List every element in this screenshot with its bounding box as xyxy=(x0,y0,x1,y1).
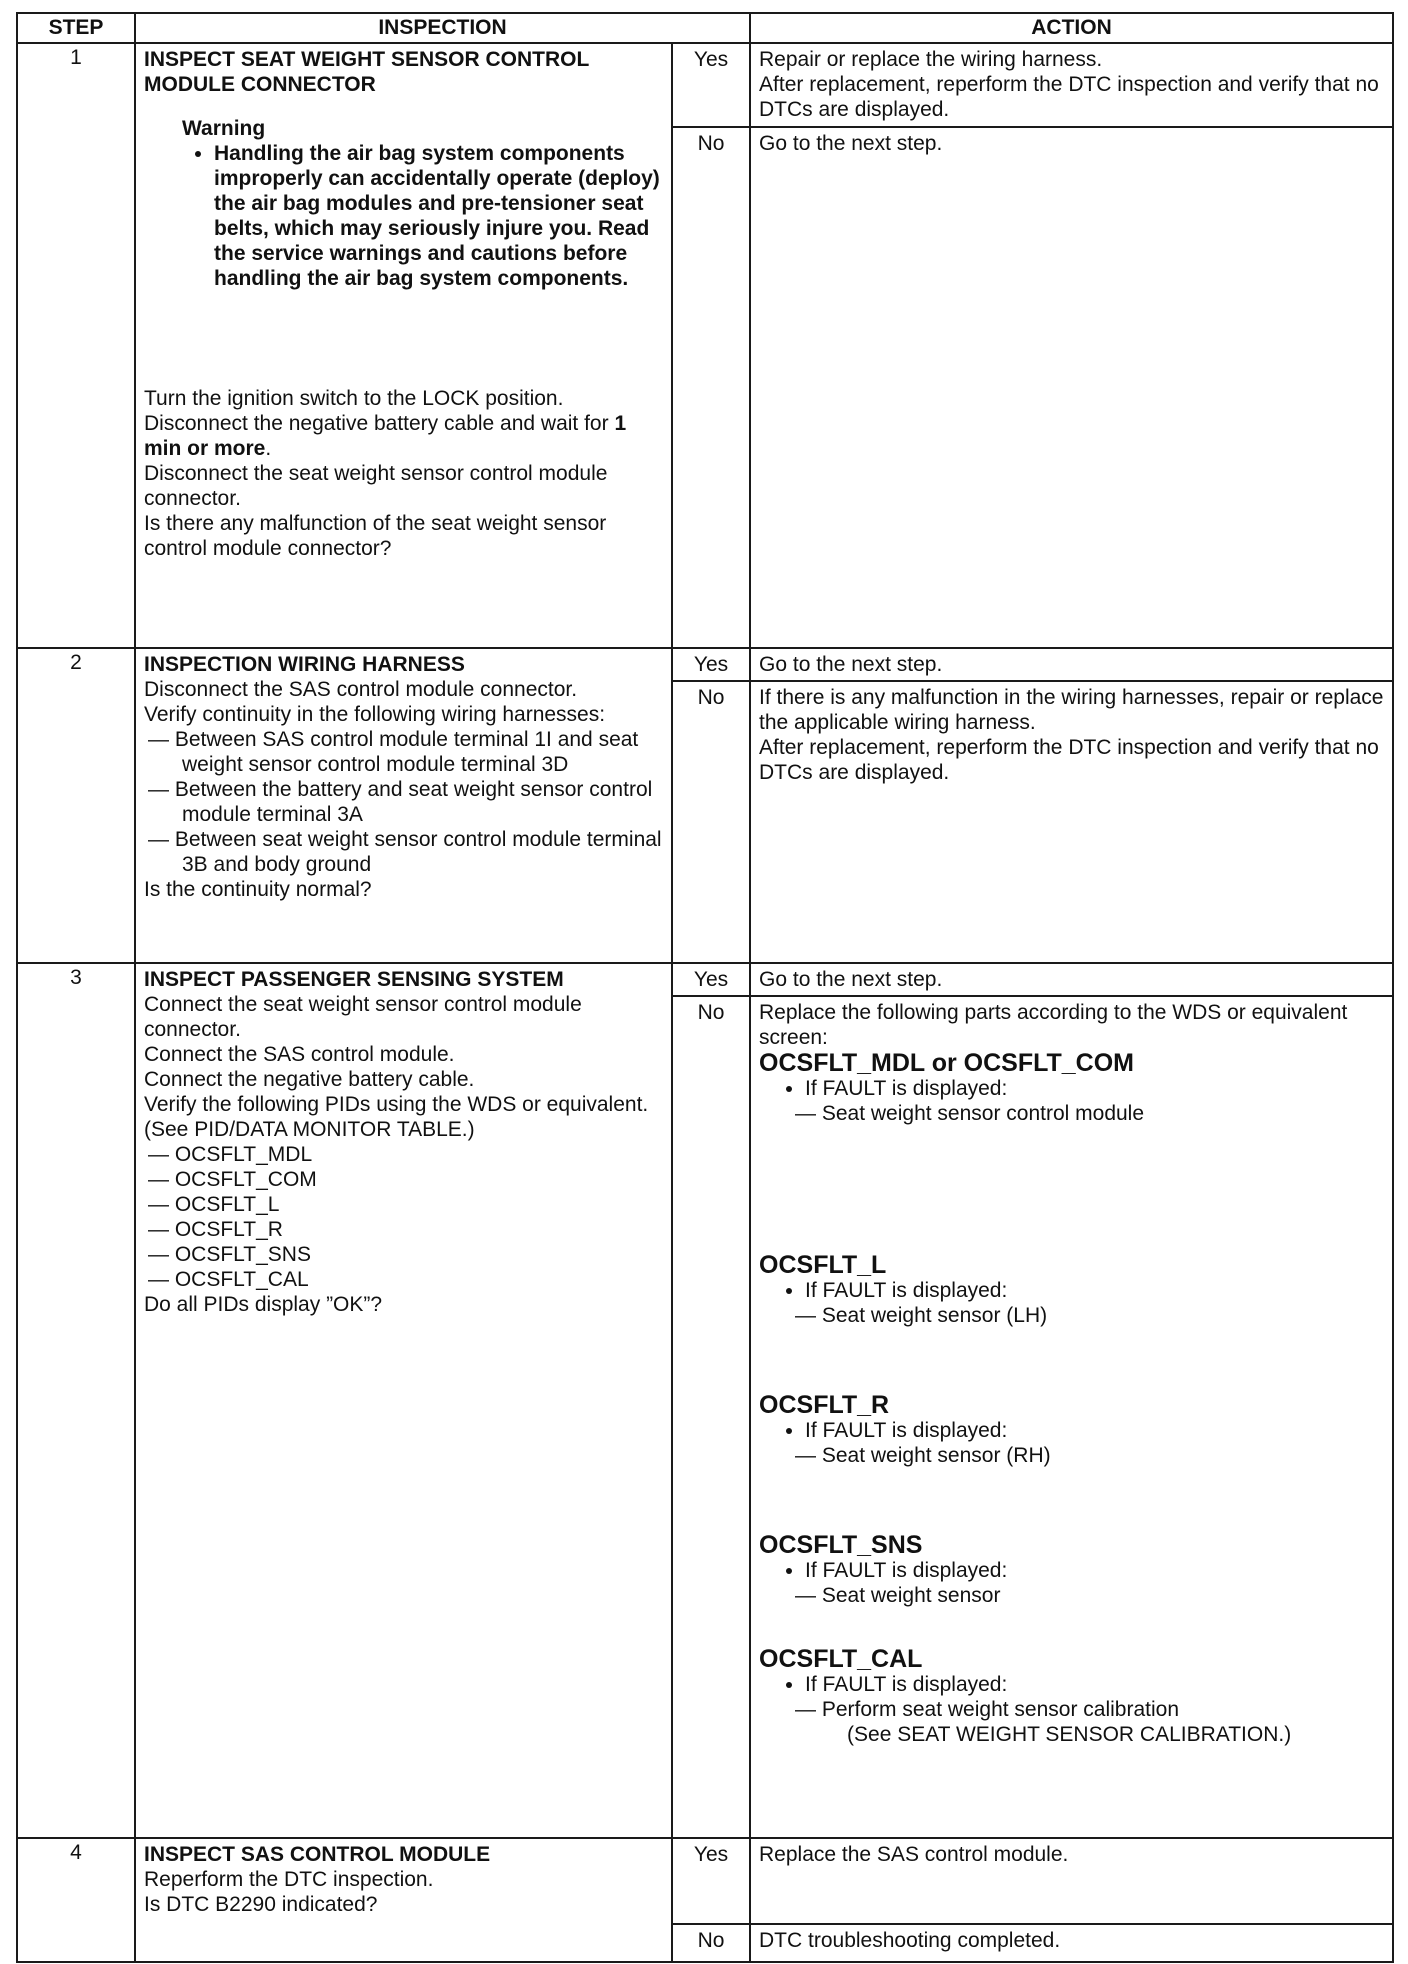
warning-label: Warning xyxy=(182,117,266,140)
fault-condition: • If FAULT is displayed: xyxy=(805,1558,1384,1583)
header-step: STEP xyxy=(17,13,135,43)
continuity-item: — Between seat weight sensor control module terminal 3B and body ground xyxy=(148,828,662,876)
fault-condition: • If FAULT is displayed: xyxy=(805,1418,1384,1443)
yes-action: Replace the SAS control module. xyxy=(750,1838,1393,1924)
wait-time: 1 min or more xyxy=(144,412,627,460)
yes-label: Yes xyxy=(672,963,750,996)
procedure-line: Verify the following PIDs using the WDS or equivalent. xyxy=(144,1093,649,1116)
header-inspection: INSPECTION xyxy=(135,13,750,43)
no-label: No xyxy=(672,996,750,1838)
step-3-yes-row xyxy=(17,963,1393,996)
continuity-item: — Between the battery and seat weight sensor control module terminal 3A xyxy=(148,778,653,826)
yes-label: Yes xyxy=(672,1838,750,1924)
procedure-line: Verify continuity in the following wiring harnesses: xyxy=(144,703,606,726)
warning-list xyxy=(144,141,663,291)
replace-part: — Seat weight sensor control module xyxy=(795,1102,1145,1125)
step-4-yes-row xyxy=(17,1838,1393,1924)
question: Is the continuity normal? xyxy=(144,878,372,901)
procedure-line: (See PID/DATA MONITOR TABLE.) xyxy=(144,1118,475,1141)
replace-part: — Seat weight sensor xyxy=(795,1584,1001,1607)
no-label: No xyxy=(672,127,750,648)
pid-item: — OCSFLT_R xyxy=(148,1218,283,1241)
step-3-inspection xyxy=(135,963,672,1838)
pid-section xyxy=(759,1050,1384,1126)
step-4-inspection xyxy=(135,1838,672,1962)
procedure-line: Disconnect the seat weight sensor control module connector. xyxy=(144,462,608,510)
section-title: OCSFLT_MDL or OCSFLT_COM xyxy=(759,1049,1135,1077)
question: Is there any malfunction of the seat weight sensor control module connector? xyxy=(144,512,607,560)
no-action: If there is any malfunction in the wiring harnesses, repair or replace the applicable wiring harness. After replacement, reperform the DTC inspection and verify that no DTCs are displayed. xyxy=(750,681,1393,963)
pid-item: — OCSFLT_L xyxy=(148,1193,280,1216)
yes-label: Yes xyxy=(672,648,750,681)
yes-action: Go to the next step. xyxy=(750,648,1393,681)
procedure-line: Connect the SAS control module. xyxy=(144,1043,455,1066)
pid-section xyxy=(759,1252,1384,1328)
no-action xyxy=(750,996,1393,1838)
step-title: INSPECTION WIRING HARNESS xyxy=(144,653,465,676)
replace-part: — Seat weight sensor (LH) xyxy=(795,1304,1048,1327)
pid-section xyxy=(759,1392,1384,1468)
pid-section xyxy=(759,1532,1384,1608)
step-2-inspection xyxy=(135,648,672,963)
fault-condition: • If FAULT is displayed: xyxy=(805,1278,1384,1303)
step-number: 2 xyxy=(17,648,135,963)
warning-text: • Handling the air bag system components improperly can accidentally operate (deploy) the air bag modules and pre-tensioner seat belts, which may seriously injure you. Read the service warnings and cautions before handling the air bag system components. xyxy=(214,141,663,291)
section-title: OCSFLT_R xyxy=(759,1391,890,1419)
yes-action: Go to the next step. xyxy=(750,963,1393,996)
yes-action: Repair or replace the wiring harness. After replacement, reperform the DTC inspection and verify that no DTCs are displayed. xyxy=(750,43,1393,127)
procedure-line: Reperform the DTC inspection. xyxy=(144,1868,434,1891)
procedure-line: Disconnect the SAS control module connector. xyxy=(144,678,578,701)
procedure-line: Disconnect the negative battery cable and wait for 1 min or more. xyxy=(144,412,627,460)
header-row xyxy=(17,13,1393,43)
calibration-reference: (See SEAT WEIGHT SENSOR CALIBRATION.) xyxy=(847,1723,1292,1746)
step-number: 3 xyxy=(17,963,135,1838)
step-number: 4 xyxy=(17,1838,135,1962)
replace-part: — Perform seat weight sensor calibration xyxy=(795,1698,1180,1721)
step-title: INSPECT SAS CONTROL MODULE xyxy=(144,1843,491,1866)
procedure-line: Turn the ignition switch to the LOCK position. xyxy=(144,387,564,410)
pid-item: — OCSFLT_MDL xyxy=(148,1143,313,1166)
yes-label: Yes xyxy=(672,43,750,127)
step-title: INSPECT PASSENGER SENSING SYSTEM xyxy=(144,968,564,991)
section-title: OCSFLT_SNS xyxy=(759,1531,923,1559)
header-action: ACTION xyxy=(750,13,1393,43)
section-title: OCSFLT_CAL xyxy=(759,1645,923,1673)
step-title: INSPECT SEAT WEIGHT SENSOR CONTROL MODULE CONNECTOR xyxy=(144,48,590,96)
pid-item: — OCSFLT_SNS xyxy=(148,1243,311,1266)
no-label: No xyxy=(672,681,750,963)
section-title: OCSFLT_L xyxy=(759,1251,887,1279)
question: Do all PIDs display ”OK”? xyxy=(144,1293,383,1316)
fault-condition: • If FAULT is displayed: xyxy=(805,1672,1384,1697)
no-action: Go to the next step. xyxy=(750,127,1393,648)
no-intro: Replace the following parts according to the WDS or equivalent screen: xyxy=(759,1001,1348,1049)
procedure-line: Connect the seat weight sensor control module connector. xyxy=(144,993,582,1041)
step-1-yes-row xyxy=(17,43,1393,127)
question: Is DTC B2290 indicated? xyxy=(144,1893,378,1916)
step-2-yes-row xyxy=(17,648,1393,681)
no-action: DTC troubleshooting completed. xyxy=(750,1924,1393,1962)
pid-section xyxy=(759,1646,1384,1747)
fault-condition: • If FAULT is displayed: xyxy=(805,1076,1384,1101)
step-number: 1 xyxy=(17,43,135,648)
continuity-item: — Between SAS control module terminal 1I and seat weight sensor control module terminal 3D xyxy=(148,728,639,776)
no-label: No xyxy=(672,1924,750,1962)
replace-part: — Seat weight sensor (RH) xyxy=(795,1444,1051,1467)
procedure-line: Connect the negative battery cable. xyxy=(144,1068,475,1091)
step-1-inspection xyxy=(135,43,672,648)
pid-item: — OCSFLT_COM xyxy=(148,1168,317,1191)
troubleshooting-table xyxy=(16,12,1394,1963)
pid-item: — OCSFLT_CAL xyxy=(148,1268,309,1291)
